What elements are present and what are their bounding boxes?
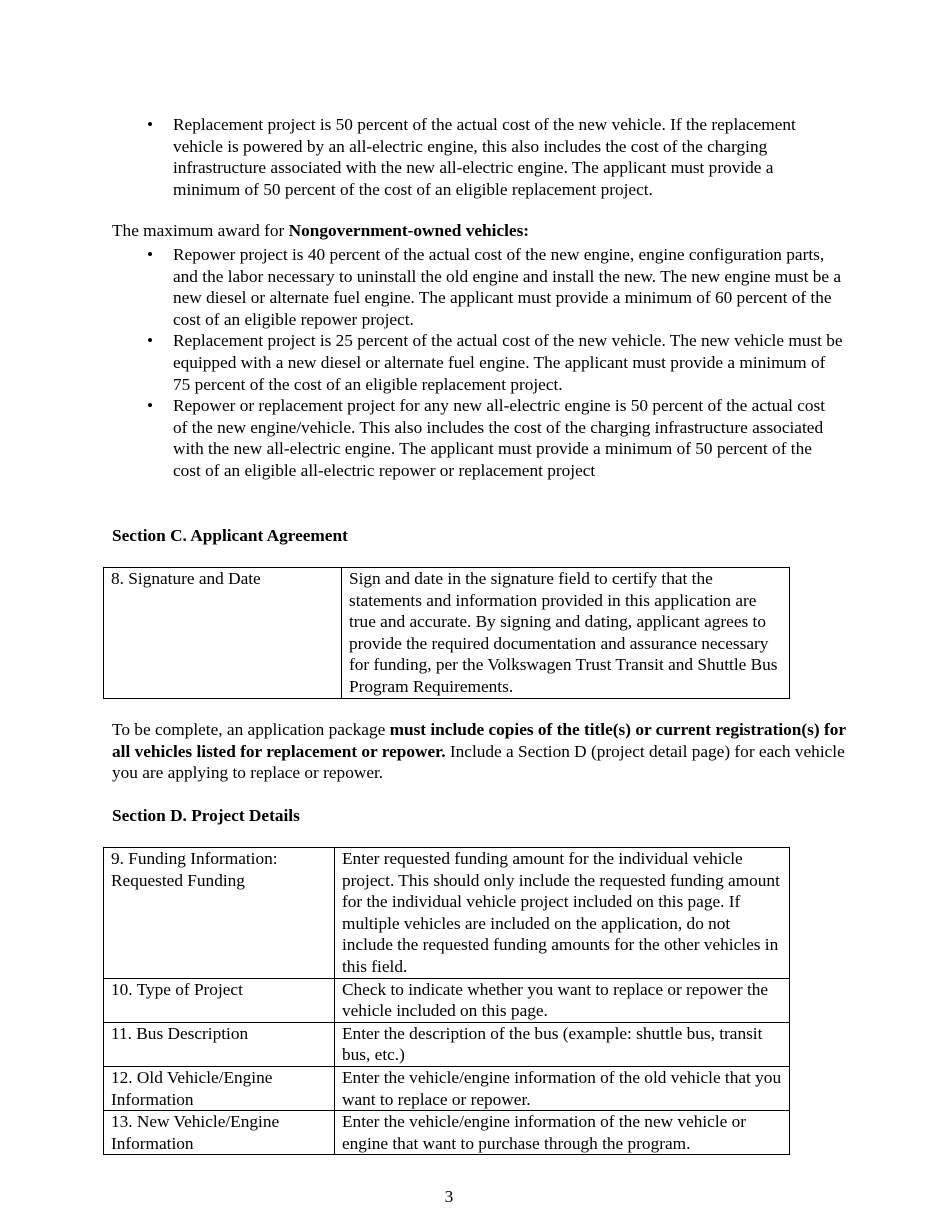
bullet-icon: • [146,331,154,351]
page-number: 3 [444,1187,454,1206]
list-item [143,330,843,395]
list-item [143,244,843,330]
section-c-heading: Section C. Applicant Agreement [112,526,348,545]
row-description: Enter the vehicle/engine information of the old vehicle that you want to replace or repower. [335,1066,790,1110]
row-label: 9. Funding Information: Requested Funding [104,848,335,979]
row-label: 13. New Vehicle/Engine Information [104,1111,335,1155]
note-bold-text: must include copies of the title(s) or current registration(s) for all vehicles listed for replacement or repower. [112,720,846,761]
nongov-intro-bold: Nongovernment-owned vehicles: [288,221,530,240]
completeness-note [112,719,847,784]
row-description: Enter requested funding amount for the individual vehicle project. This should only include the requested funding amount for the individual vehicle project included on this page. If multiple vehicles are included on the application, do not include the requested funding amounts for the other vehicles in this field. [335,848,790,979]
section-c-table [103,567,790,699]
row-label: 12. Old Vehicle/Engine Information [104,1066,335,1110]
row-description: Enter the vehicle/engine information of the new vehicle or engine that want to purchase through the program. [335,1111,790,1155]
section-d-heading: Section D. Project Details [112,806,300,825]
table-row [104,848,790,979]
nongov-intro [112,220,852,242]
nongov-intro-text: The maximum award for [112,221,289,240]
note-post-text: Include a Section D (project detail page) for each vehicle you are applying to replace or repower. [112,741,845,783]
bullet-text: Replacement project is 50 percent of the actual cost of the new vehicle. If the replacement vehicle is powered by an all-electric engine, this also includes the cost of the charging infrastructure associated with the new all-electric engine. The applicant must provide a minimum of 50 percent of the cost of an eligible replacement project. [173,115,796,199]
list-item [143,395,843,481]
table-row [104,1022,790,1066]
bullet-icon: • [146,396,154,416]
row-description: Sign and date in the signature field to certify that the statements and information provided in this application are true and accurate. By signing and dating, applicant agrees to provide the required documentation and assurance necessary for funding, per the Volkswagen Trust Transit and Shuttle Bus Program Requirements. [342,568,790,699]
bullet-text: Replacement project is 25 percent of the actual cost of the new vehicle. The new vehicle must be equipped with a new diesel or alternate fuel engine. The applicant must provide a minimum of 75 percent of the cost of an eligible replacement project. [173,331,843,394]
row-label: 10. Type of Project [104,978,335,1022]
nongov-bullet-list [143,244,843,482]
note-pre-text: To be complete, an application package [112,720,390,739]
row-description: Enter the description of the bus (example: shuttle bus, transit bus, etc.) [335,1022,790,1066]
table-row [104,978,790,1022]
table-row [104,1111,790,1155]
table-row [104,1066,790,1110]
bullet-text: Repower or replacement project for any new all-electric engine is 50 percent of the actual cost of the new engine/vehicle. This also includes the cost of the charging infrastructure associated with the new all-electric engine. The applicant must provide a minimum of 50 percent of the cost of an eligible all-electric repower or replacement project [173,396,826,480]
bullet-icon: • [146,245,154,264]
section-d-table [103,847,790,1155]
row-label: 11. Bus Description [104,1022,335,1066]
row-label: 8. Signature and Date [104,568,342,699]
table-row [104,568,790,699]
gov-bullet-list [143,114,843,200]
bullet-text: Repower project is 40 percent of the actual cost of the new engine, engine configuration parts, and the labor necessary to uninstall the old engine and install the new. The new engine must be a new diesel or alternate fuel engine. The applicant must provide a minimum of 60 percent of the cost of an eligible repower project. [173,245,842,329]
row-description: Check to indicate whether you want to replace or repower the vehicle included on this page. [335,978,790,1022]
bullet-icon: • [146,115,154,134]
list-item [143,114,843,200]
